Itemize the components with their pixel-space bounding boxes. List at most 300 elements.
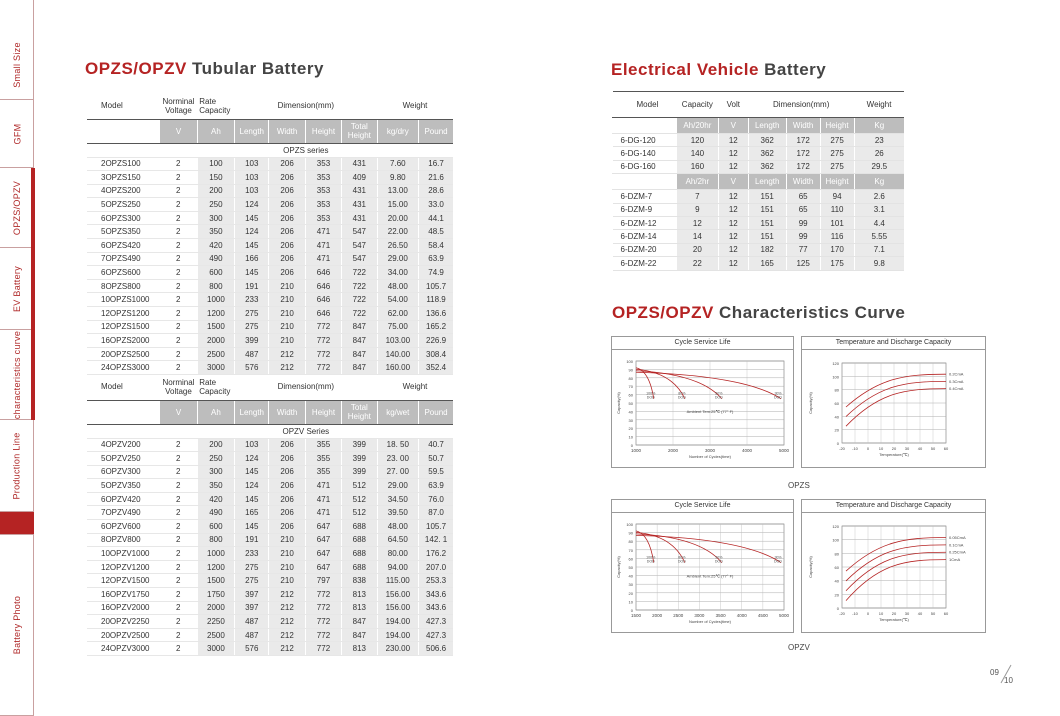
opzs-cycle-chart (611, 336, 794, 468)
table-cell: 399 (342, 465, 377, 479)
table-cell: 103.00 (377, 334, 419, 348)
unit-blank (87, 400, 160, 424)
table-cell: 2 (160, 252, 197, 266)
table-row (87, 479, 453, 493)
table-row (87, 347, 453, 361)
table-row (613, 190, 905, 203)
curve-title-gray: Characteristics Curve (719, 303, 906, 322)
sidebar-item-battery-photo[interactable] (0, 535, 34, 716)
table-cell: 12 (718, 147, 748, 160)
table-cell: 300 (197, 465, 234, 479)
table-cell: 206 (269, 171, 305, 185)
table-cell: 9.80 (377, 171, 419, 185)
dod-label: 100% (646, 391, 656, 396)
table-cell: 28.6 (419, 184, 453, 198)
x-tick-label: 10 (878, 446, 884, 451)
table-cell: 343.6 (419, 601, 453, 615)
table-cell: 800 (197, 279, 234, 293)
dod-label: 80% (678, 391, 686, 396)
sidebar-item-label: GFM (12, 123, 22, 144)
page-total-text: 10 (1004, 676, 1013, 685)
table-cell: 206 (269, 198, 305, 212)
table-cell: 12OPZV1200 (87, 560, 160, 574)
sidebar-item-opzs-opzv[interactable] (0, 168, 34, 248)
table-cell: 4OPZS200 (87, 184, 160, 198)
table-cell: 2 (160, 615, 197, 629)
table-cell: 5OPZV350 (87, 479, 160, 493)
table-cell: 847 (342, 615, 377, 629)
table-cell: 275 (235, 307, 269, 321)
x-tick-label: 4000 (736, 613, 747, 618)
table-cell: 15.00 (377, 198, 419, 212)
table-cell: 2 (160, 293, 197, 307)
table-cell: 353 (305, 198, 341, 212)
x-axis-label: Temperature(℃) (879, 617, 909, 622)
x-tick-label: 5000 (778, 448, 790, 453)
table-cell: 2 (160, 465, 197, 479)
table-cell: 151 (748, 190, 786, 203)
sidebar-marker (31, 168, 35, 248)
ev-col-weight: Weight (854, 92, 904, 118)
table-cell: 5.55 (854, 230, 904, 243)
table-cell: 39.50 (377, 506, 419, 520)
table-cell: 23. 00 (377, 452, 419, 466)
opzs-spec-table (87, 93, 453, 375)
y-tick-label: 100 (626, 522, 633, 527)
table-cell: 12OPZV1500 (87, 574, 160, 588)
table-cell: 2 (160, 266, 197, 280)
table-cell: 212 (269, 588, 305, 602)
ev-col-model: Model (613, 92, 677, 118)
table-cell: 5OPZS350 (87, 225, 160, 239)
col-dimension: Dimension(mm) (235, 93, 377, 119)
x-tick-label: 40 (917, 446, 923, 451)
table-cell: 191 (235, 533, 269, 547)
table-cell: 512 (342, 479, 377, 493)
dod-label: DOD (774, 559, 783, 564)
table-cell: 160.00 (377, 361, 419, 375)
y-axis-label: Capacity(%) (616, 556, 621, 578)
table-cell: 145 (235, 211, 269, 225)
table-cell: 2 (160, 642, 197, 656)
table-cell: 420 (197, 239, 234, 253)
table-cell: 813 (342, 588, 377, 602)
table-cell: 156.00 (377, 601, 419, 615)
table-cell: 253.3 (419, 574, 453, 588)
table-cell: 40.7 (419, 438, 453, 452)
y-tick-label: 80 (834, 551, 839, 557)
dod-label: 50% (715, 391, 723, 396)
table-cell: 103 (235, 438, 269, 452)
y-tick-label: 0 (836, 441, 839, 446)
table-cell: 125 (786, 257, 820, 270)
unit-cell: Length (235, 400, 269, 424)
opzv-temp-chart (801, 499, 986, 633)
table-row (613, 160, 905, 173)
x-tick-label: 5000 (778, 613, 790, 618)
ev-unit-cell: Width (786, 174, 820, 190)
y-tick-label: 90 (628, 367, 633, 373)
unit-cell: Width (269, 119, 305, 143)
table-cell: 34.50 (377, 492, 419, 506)
table-cell: 813 (342, 642, 377, 656)
table-cell: 77 (786, 243, 820, 256)
table-cell: 145 (235, 520, 269, 534)
y-tick-label: 100 (832, 374, 839, 380)
table-cell: 772 (305, 615, 341, 629)
table-cell: 6-DZM-7 (613, 190, 677, 203)
ev-col-dimension: Dimension(mm) (748, 92, 854, 118)
table-cell: 206 (269, 266, 305, 280)
chart-title: Temperature and Discharge Capacity (835, 502, 952, 509)
table-cell: 409 (342, 171, 377, 185)
y-axis-label: Capacity(%) (808, 392, 813, 414)
y-tick-label: 40 (834, 414, 839, 420)
table-cell: 2 (160, 479, 197, 493)
table-cell: 20 (676, 243, 718, 256)
table-cell: 350 (197, 479, 234, 493)
table-cell: 76.0 (419, 492, 453, 506)
table-cell: 194.00 (377, 615, 419, 629)
table-cell: 2 (160, 211, 197, 225)
table-cell: 7.60 (377, 157, 419, 171)
table-row (87, 334, 453, 348)
table-cell: 212 (269, 347, 305, 361)
table-cell: 105.7 (419, 279, 453, 293)
table-cell: 206 (269, 465, 305, 479)
table-cell: 22 (676, 257, 718, 270)
table-cell: 847 (342, 361, 377, 375)
opzv-caption: OPZV (788, 643, 810, 652)
legend-label: 0.3CmA (949, 378, 964, 384)
dod-label: DOD (646, 559, 655, 564)
table-cell: 688 (342, 547, 377, 561)
table-cell: 210 (269, 293, 305, 307)
table-cell: 7 (676, 190, 718, 203)
x-tick-label: 30 (904, 611, 910, 616)
dod-label: 30% (774, 555, 782, 560)
x-tick-label: 3000 (694, 613, 705, 618)
y-tick-label: 60 (628, 392, 633, 398)
table-cell: 1500 (197, 320, 234, 334)
y-tick-label: 30 (628, 582, 633, 588)
table-cell: 165 (748, 257, 786, 270)
x-tick-label: -20 (839, 611, 845, 616)
y-axis-label: Capacity(%) (616, 392, 621, 414)
table-cell: 210 (269, 533, 305, 547)
unit-cell: Pound (419, 119, 453, 143)
table-cell: 230.00 (377, 642, 419, 656)
unit-cell: kg/dry (377, 119, 419, 143)
x-tick-label: 20 (891, 446, 897, 451)
table-cell: 26 (854, 147, 904, 160)
table-cell: 206 (269, 506, 305, 520)
table-cell: 2 (160, 547, 197, 561)
table-cell: 275 (235, 560, 269, 574)
sidebar-item-label: EV Battery (12, 265, 22, 312)
table-cell: 182 (748, 243, 786, 256)
table-row (87, 642, 453, 656)
table-row (87, 520, 453, 534)
table-cell: 206 (269, 479, 305, 493)
table-cell: 206 (269, 157, 305, 171)
sidebar-item-small-size[interactable] (0, 30, 34, 100)
table-cell: 176.2 (419, 547, 453, 561)
table-cell: 103 (235, 171, 269, 185)
dod-label: 80% (678, 555, 686, 560)
table-cell: 94 (820, 190, 854, 203)
table-cell: 2 (160, 520, 197, 534)
table-cell: 6-DZM-9 (613, 203, 677, 216)
table-row (87, 628, 453, 642)
table-cell: 206 (269, 211, 305, 225)
sidebar-item-characteristics-curve[interactable] (0, 330, 34, 420)
table-cell: 646 (305, 307, 341, 321)
table-cell: 1750 (197, 588, 234, 602)
table-cell: 210 (269, 560, 305, 574)
x-tick-label: 1000 (630, 448, 642, 453)
table-cell: 206 (269, 438, 305, 452)
table-cell: 2 (160, 438, 197, 452)
table-row (87, 438, 453, 452)
legend-label: 0.05CmA (949, 534, 966, 540)
table-cell: 160 (676, 160, 718, 173)
opzv-cycle-chart (611, 499, 794, 633)
title-gray: Tubular Battery (192, 59, 324, 78)
y-tick-label: 0 (836, 606, 839, 611)
table-cell: 206 (269, 452, 305, 466)
table-row (87, 574, 453, 588)
table-cell: 12 (718, 203, 748, 216)
x-tick-label: 10 (878, 611, 884, 616)
y-tick-label: 70 (628, 547, 633, 553)
table-cell: 300 (197, 211, 234, 225)
table-cell: 207.0 (419, 560, 453, 574)
table-row (613, 216, 905, 229)
unit-cell: Width (269, 400, 305, 424)
unit-cell: Total Height (342, 400, 377, 424)
table-cell: 2 (160, 307, 197, 321)
cycle-curve (636, 372, 781, 399)
table-cell: 2 (160, 347, 197, 361)
table-cell: 206 (269, 520, 305, 534)
table-cell: 165 (235, 506, 269, 520)
y-tick-label: 60 (834, 565, 839, 570)
table-cell: 8OPZS800 (87, 279, 160, 293)
table-cell: 103 (235, 157, 269, 171)
table-cell: 20OPZS2500 (87, 347, 160, 361)
table-cell: 87.0 (419, 506, 453, 520)
x-axis-label: Number of Cycles(time) (688, 454, 732, 459)
table-cell: 7OPZS490 (87, 252, 160, 266)
title-red: OPZS/OPZV (85, 59, 187, 78)
table-cell: 4.4 (854, 216, 904, 229)
sidebar-marker (31, 330, 35, 420)
table-cell: 471 (305, 225, 341, 239)
table-cell: 233 (235, 293, 269, 307)
page-current: 09 (990, 668, 999, 677)
table-row (87, 452, 453, 466)
table-cell: 362 (748, 147, 786, 160)
dod-label: DOD (714, 395, 723, 400)
table-cell: 275 (235, 320, 269, 334)
table-row (613, 203, 905, 216)
table-cell: 471 (305, 492, 341, 506)
table-cell: 26.50 (377, 239, 419, 253)
table-cell: 34.00 (377, 266, 419, 280)
table-cell: 5OPZS250 (87, 198, 160, 212)
table-cell: 2 (160, 560, 197, 574)
ev-unit-cell: V (718, 174, 748, 190)
table-cell: 105.7 (419, 520, 453, 534)
sidebar-item-gfm[interactable] (0, 100, 34, 168)
table-cell: 210 (269, 334, 305, 348)
table-cell: 7.1 (854, 243, 904, 256)
sidebar-item-label: characteristics curve (12, 330, 23, 419)
table-cell: 490 (197, 252, 234, 266)
table-cell: 200 (197, 438, 234, 452)
table-cell: 233 (235, 547, 269, 561)
table-row (87, 198, 453, 212)
table-cell: 506.6 (419, 642, 453, 656)
y-tick-label: 120 (832, 524, 839, 529)
table-cell: 48.00 (377, 279, 419, 293)
table-cell: 6-DG-140 (613, 147, 677, 160)
table-cell: 772 (305, 601, 341, 615)
table-cell: 200 (197, 184, 234, 198)
ambient-label: Ambient Tem:25℃ (77° F) (686, 409, 734, 415)
table-row (87, 533, 453, 547)
table-cell: 353 (305, 171, 341, 185)
sidebar-item-active[interactable] (0, 512, 34, 535)
table-cell: 124 (235, 479, 269, 493)
table-cell: 12 (718, 257, 748, 270)
table-cell: 2 (160, 601, 197, 615)
y-tick-label: 30 (628, 417, 633, 423)
table-cell: 170 (820, 243, 854, 256)
opzs-temp-plot (802, 351, 987, 469)
table-cell: 1200 (197, 560, 234, 574)
table-cell: 722 (342, 293, 377, 307)
table-cell: 5OPZV250 (87, 452, 160, 466)
ev-spec-table (612, 91, 904, 271)
table-cell: 75.00 (377, 320, 419, 334)
ev-unit-cell: Length (748, 174, 786, 190)
table-cell: 646 (305, 293, 341, 307)
table-cell: 206 (269, 252, 305, 266)
table-cell: 27. 00 (377, 465, 419, 479)
col-voltage: Norminal Voltage (160, 374, 197, 400)
table-cell: 547 (342, 252, 377, 266)
table-row (87, 506, 453, 520)
table-cell: 2 (160, 198, 197, 212)
table-cell: 3OPZS150 (87, 171, 160, 185)
table-cell: 12 (718, 160, 748, 173)
table-cell: 206 (269, 492, 305, 506)
x-tick-label: 30 (904, 446, 910, 451)
table-cell: 7OPZV490 (87, 506, 160, 520)
table-cell: 29.00 (377, 479, 419, 493)
table-cell: 156.00 (377, 588, 419, 602)
table-cell: 355 (305, 465, 341, 479)
table-cell: 12 (718, 243, 748, 256)
unit-cell: Length (235, 119, 269, 143)
chart-title: Cycle Service Life (674, 502, 731, 509)
table-cell: 150 (197, 171, 234, 185)
x-axis-label: Number of Cycles(time) (688, 619, 732, 624)
dod-label: 30% (774, 391, 782, 396)
table-cell: 512 (342, 492, 377, 506)
table-cell: 12OPZS1200 (87, 307, 160, 321)
table-cell: 10OPZS1000 (87, 293, 160, 307)
table-row (613, 147, 905, 160)
table-cell: 6OPZV600 (87, 520, 160, 534)
x-tick-label: 2500 (673, 613, 684, 618)
table-cell: 6OPZV420 (87, 492, 160, 506)
sidebar-item-production-line[interactable] (0, 420, 34, 512)
opzv-spec-table (87, 374, 453, 656)
unit-cell: Pound (419, 400, 453, 424)
x-tick-label: 40 (917, 611, 923, 616)
table-cell: 2500 (197, 628, 234, 642)
sidebar-item-ev-battery[interactable] (0, 248, 34, 330)
table-cell: 487 (235, 628, 269, 642)
sidebar-item-label: OPZS/OPZV (12, 180, 22, 235)
table-cell: 847 (342, 334, 377, 348)
y-tick-label: 20 (628, 426, 633, 432)
table-cell: 838 (342, 574, 377, 588)
table-cell: 210 (269, 547, 305, 561)
table-cell: 353 (305, 211, 341, 225)
table-cell: 847 (342, 628, 377, 642)
table-cell: 576 (235, 361, 269, 375)
table-cell: 722 (342, 307, 377, 321)
y-axis-label: Capacity(%) (808, 556, 813, 578)
table-cell: 427.3 (419, 628, 453, 642)
table-cell: 6-DG-120 (613, 134, 677, 147)
table-cell: 24OPZS3000 (87, 361, 160, 375)
table-cell: 12 (718, 216, 748, 229)
table-cell: 194.00 (377, 628, 419, 642)
table-cell: 12 (676, 216, 718, 229)
table-row (87, 211, 453, 225)
y-tick-label: 100 (832, 537, 839, 543)
legend-label: 0.25CmA (949, 549, 966, 555)
table-row (87, 157, 453, 171)
table-cell: 2 (160, 533, 197, 547)
x-tick-label: 3500 (715, 613, 726, 618)
y-tick-label: 50 (628, 401, 633, 406)
x-tick-label: -20 (839, 446, 845, 451)
table-row (613, 134, 905, 147)
table-cell: 646 (305, 279, 341, 293)
table-cell: 512 (342, 506, 377, 520)
table-cell: 145 (235, 465, 269, 479)
ev-unit-cell: Height (820, 118, 854, 134)
x-tick-label: 3000 (704, 448, 716, 453)
y-tick-label: 80 (628, 539, 633, 545)
sidebar-marker (31, 248, 35, 330)
table-cell: 120 (676, 134, 718, 147)
table-cell: 9.8 (854, 257, 904, 270)
table-cell: 431 (342, 157, 377, 171)
table-cell: 101 (820, 216, 854, 229)
x-tick-label: 4000 (741, 448, 753, 453)
table-cell: 772 (305, 628, 341, 642)
table-row (87, 560, 453, 574)
unit-cell: Ah (197, 119, 234, 143)
table-cell: 80.00 (377, 547, 419, 561)
